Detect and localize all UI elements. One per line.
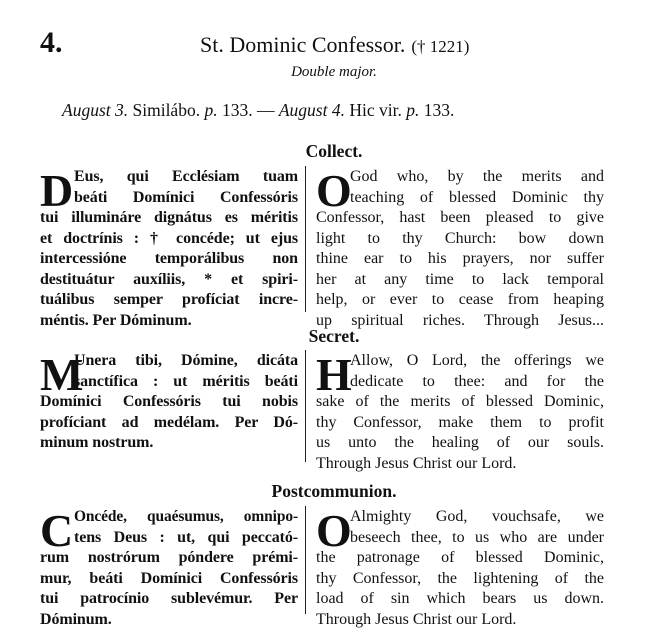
feast-date-1: August 3.: [62, 100, 129, 120]
feast-number: 4.: [40, 26, 63, 59]
feast-title: [200, 32, 469, 58]
collect-latin-line: tui illumináre dignátus es méritis: [40, 209, 298, 226]
postcommunion-latin-line: Oncéde, quaésumus, omnipo-: [74, 508, 298, 525]
postcommunion-latin-drop-cap: C: [40, 505, 74, 556]
collect-latin: [40, 167, 298, 331]
collect-latin-line: et doctrínis : † concéde; ut ejus: [40, 229, 298, 247]
feast-page-abbr-2: p.: [406, 100, 420, 120]
feast-text-2: Hic vir.: [344, 100, 407, 120]
secret-english-drop-cap: H: [316, 349, 352, 400]
postcommunion-english-line: beseech thee, to us who are under: [350, 528, 604, 546]
collect-english: [316, 167, 604, 331]
feast-rank: Double major.: [291, 64, 377, 80]
secret-english-line: thy Confessor, make them to profit: [316, 413, 604, 431]
secret-latin-line: Unera tibi, Dómine, dicáta: [74, 352, 298, 369]
collect-english-line: Confessor, hast been pleased to give: [316, 209, 604, 226]
feast-cross-references: [62, 100, 454, 121]
secret-latin-drop-cap: M: [40, 349, 84, 400]
secret-english-line: dedicate to thee: and for the: [350, 372, 604, 390]
collect-latin-line: tuálibus semper profíciat incre-: [40, 291, 298, 308]
postcommunion-latin-line: tens Deus : ut, qui peccató-: [74, 528, 298, 546]
secret-latin-line: Domínici Confessóris tui nobis: [40, 393, 298, 410]
collect-english-line: up spiritual riches. Through Jesus...: [316, 311, 604, 329]
feast-page-1: 133. —: [217, 100, 279, 120]
collect-english-drop-cap: O: [316, 165, 352, 216]
postcommunion-english-line: load of sin which bears us down.: [316, 590, 604, 607]
collect-english-line: God who, by the merits and: [350, 168, 604, 185]
collect-english-line: her at any time to lack temporal: [316, 270, 604, 288]
secret-english-line: Through Jesus Christ our Lord.: [316, 454, 517, 472]
feast-header: [40, 26, 650, 62]
postcommunion-heading: Postcommunion.: [271, 481, 397, 501]
postcommunion-english-line: thy Confessor, the lightening of the: [316, 569, 604, 587]
secret-latin: [40, 351, 298, 454]
feast-page-2: 133.: [419, 100, 455, 120]
collect-latin-line: beáti Domínici Confessóris: [74, 188, 298, 206]
postcommunion-latin-line: tui patrocínio sublevémur. Per: [40, 590, 298, 607]
collect-latin-line: Eus, qui Ecclésiam tuam: [74, 168, 298, 185]
collect-heading: Collect.: [305, 141, 363, 161]
postcommunion-english-line: Through Jesus Christ our Lord.: [316, 610, 517, 628]
feast-title-text: St. Dominic Confessor.: [200, 32, 406, 57]
secret-english-line: sake of the merits of blessed Dominic,: [316, 393, 604, 410]
postcommunion-english-line: the patronage of blessed Dominic,: [316, 549, 604, 566]
secret-column-divider: [305, 350, 306, 462]
postcommunion-english-drop-cap: O: [316, 505, 352, 556]
postcommunion-english: [316, 507, 604, 630]
secret-latin-line: sanctífica : ut méritis beáti: [74, 372, 298, 390]
collect-latin-line: destituátur auxíliis, * et spiri-: [40, 270, 298, 288]
collect-english-line: help, or ever to cease from heaping: [316, 291, 604, 308]
feast-page-abbr-1: p.: [204, 100, 218, 120]
feast-date-2: August 4.: [278, 100, 345, 120]
postcommunion-latin-line: rum nostrórum póndere prémi-: [40, 549, 298, 566]
postcommunion-column-divider: [305, 506, 306, 614]
feast-text-1: Similábo.: [128, 100, 205, 120]
collect-latin-line: intercessióne temporálibus non: [40, 250, 298, 267]
secret-english: [316, 351, 604, 474]
collect-english-line: light to thy Church: bow down: [316, 229, 604, 247]
collect-latin-drop-cap: D: [40, 165, 74, 216]
collect-english-line: thine ear to his prayers, nor suffer: [316, 250, 604, 267]
postcommunion-latin-line: Dóminum.: [40, 610, 112, 628]
collect-column-divider: [305, 166, 306, 312]
collect-latin-line: méntis. Per Dóminum.: [40, 311, 192, 329]
collect-english-line: teaching of blessed Dominic thy: [350, 188, 604, 206]
secret-heading: Secret.: [308, 326, 360, 346]
postcommunion-english-line: Almighty God, vouchsafe, we: [350, 508, 604, 525]
postcommunion-latin: [40, 507, 298, 630]
secret-english-line: us unto the healing of our souls.: [316, 434, 604, 451]
feast-death-date: († 1221): [411, 37, 470, 56]
secret-latin-line: profíciant ad medélam. Per Dó-: [40, 413, 298, 431]
postcommunion-latin-line: mur, beáti Domínici Confessóris: [40, 569, 298, 587]
secret-english-line: Allow, O Lord, the offerings we: [350, 352, 604, 369]
secret-latin-line: minum nostrum.: [40, 434, 154, 451]
